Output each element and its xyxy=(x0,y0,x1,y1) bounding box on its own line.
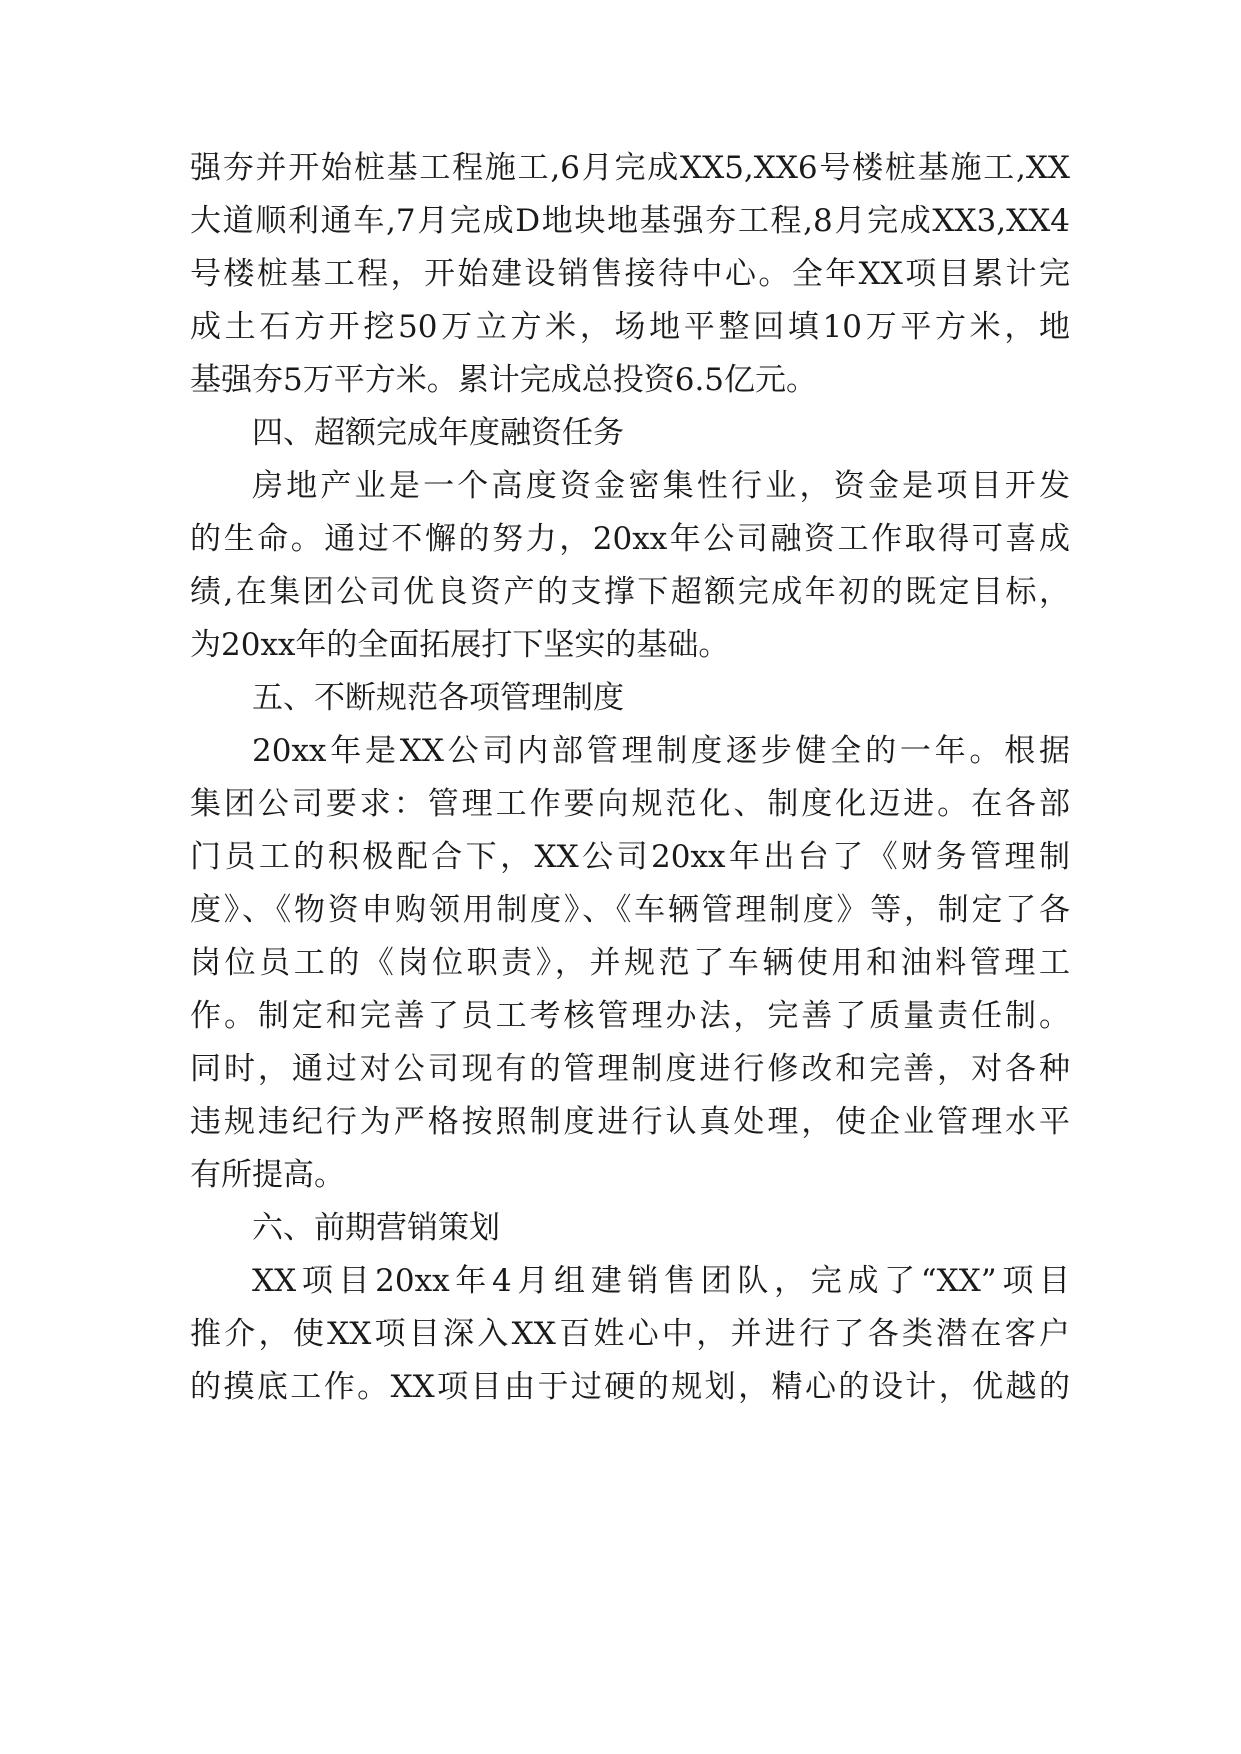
paragraph-line: 强夯并开始桩基工程施工,6月完成XX5,XX6号楼桩基施工,XX xyxy=(190,150,1070,186)
paragraph-line: 门员工的积极配合下，XX公司20xx年出台了《财务管理制 xyxy=(190,839,1070,875)
paragraph-line: 有所提高。 xyxy=(190,1157,345,1193)
paragraph-line: 成土石方开挖50万立方米，场地平整回填10万平方米，地 xyxy=(190,309,1070,345)
paragraph-line: 作。制定和完善了员工考核管理办法，完善了质量责任制。 xyxy=(190,998,1070,1034)
paragraph-line: 岗位员工的《岗位职责》，并规范了车辆使用和油料管理工 xyxy=(190,945,1070,981)
paragraph-line: 20xx年是XX公司内部管理制度逐步健全的一年。根据 xyxy=(252,733,1070,769)
paragraph-line: 为20xx年的全面拓展打下坚实的基础。 xyxy=(190,627,730,663)
paragraph-line: 大道顺利通车,7月完成D地块地基强夯工程,8月完成XX3,XX4 xyxy=(190,203,1070,239)
paragraph-line: 同时，通过对公司现有的管理制度进行修改和完善，对各种 xyxy=(190,1051,1070,1087)
paragraph-line: 集团公司要求：管理工作要向规范化、制度化迈进。在各部 xyxy=(190,786,1070,822)
paragraph-line: 违规违纪行为严格按照制度进行认真处理，使企业管理水平 xyxy=(190,1104,1070,1140)
paragraph-line: 推介，使XX项目深入XX百姓心中，并进行了各类潜在客户 xyxy=(190,1316,1070,1352)
paragraph-line: 基强夯5万平方米。累计完成总投资6.5亿元。 xyxy=(190,362,818,398)
section-heading: 六、前期营销策划 xyxy=(252,1210,500,1246)
paragraph-line: 号楼桩基工程，开始建设销售接待中心。全年XX项目累计完 xyxy=(190,256,1070,292)
paragraph-line: 房地产业是一个高度资金密集性行业，资金是项目开发 xyxy=(252,468,1070,504)
paragraph-line: 绩,在集团公司优良资产的支撑下超额完成年初的既定目标， xyxy=(190,574,1070,610)
section-heading: 四、超额完成年度融资任务 xyxy=(252,415,624,451)
paragraph-line: 的摸底工作。XX项目由于过硬的规划，精心的设计，优越的 xyxy=(190,1369,1070,1405)
paragraph-line: 度》、《物资申购领用制度》、《车辆管理制度》等，制定了各 xyxy=(190,892,1070,928)
paragraph-line: XX项目20xx年4月组建销售团队，完成了“XX”项目 xyxy=(252,1263,1070,1299)
section-heading: 五、不断规范各项管理制度 xyxy=(252,680,624,716)
paragraph-line: 的生命。通过不懈的努力，20xx年公司融资工作取得可喜成 xyxy=(190,521,1070,557)
